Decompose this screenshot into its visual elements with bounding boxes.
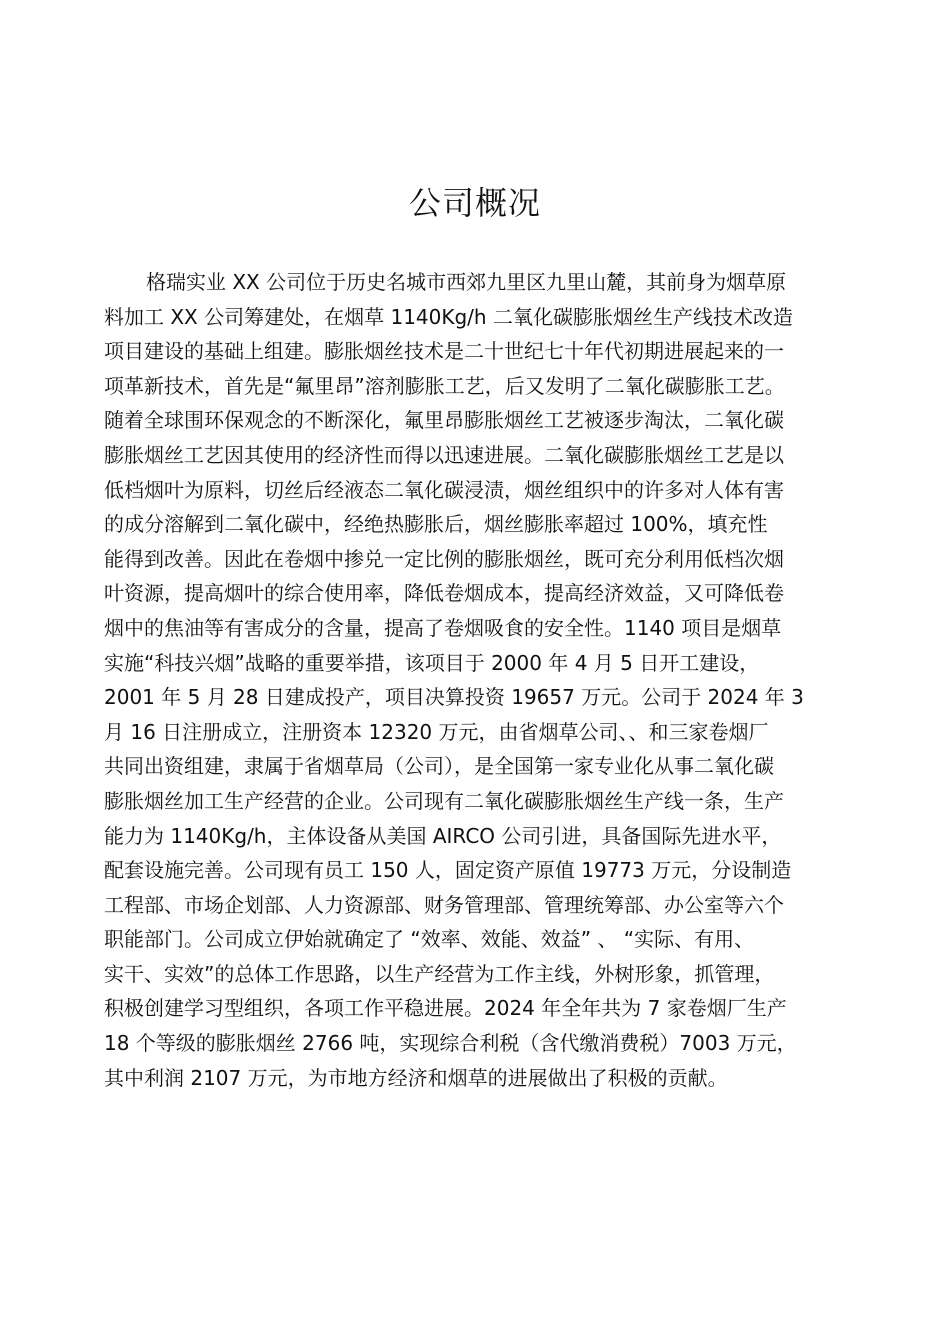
body-paragraph [104,265,864,1095]
page-title: 公司概况 [408,184,541,222]
paragraph-line: 项目建设的基础上组建。膨胀烟丝技术是二十世纪七十年代初期进展起来的一 [104,339,784,364]
paragraph-line: 其中利润 2107 万元，为市地方经济和烟草的进展做出了积极的贡献。 [104,1065,728,1090]
paragraph-line: 料加工 XX 公司筹建处，在烟草 1140Kg/h 二氧化碳膨胀烟丝生产线技术改造 [104,304,793,329]
paragraph-line: 膨胀烟丝加工生产经营的企业。公司现有二氧化碳膨胀烟丝生产线一条，生产 [104,788,784,813]
paragraph-line: 积极创建学习型组织，各项工作平稳进展。2024 年全年共为 7 家卷烟厂生产 [104,996,787,1021]
paragraph-line: 叶资源，提高烟叶的综合使用率，降低卷烟成本，提高经济效益，又可降低卷 [104,581,784,606]
paragraph-line: 配套设施完善。公司现有员工 150 人，固定资产原值 19773 万元，分设制造 [104,858,792,883]
paragraph-line: 实施“科技兴烟”战略的重要举措，该项目于 2000 年 4 月 5 日开工建设， [104,650,760,675]
paragraph-line: 随着全球围环保观念的不断深化，氟里昂膨胀烟丝工艺被逐步淘汰，二氧化碳 [104,408,784,433]
paragraph-line: 能力为 1140Kg/h，主体设备从美国 AIRCO 公司引进，具备国际先进水平， [104,823,782,848]
paragraph-line: 格瑞实业 XX 公司位于历史名城市西郊九里区九里山麓，其前身为烟草原 [146,270,787,294]
paragraph-line: 月 16 日注册成立，注册资本 12320 万元，由省烟草公司、、和三家卷烟厂 [104,719,769,744]
paragraph-line: 实干、实效”的总体工作思路，以生产经营为工作主线，外树形象，抓管理， [104,961,775,986]
paragraph-line: 烟中的焦油等有害成分的含量，提高了卷烟吸食的安全性。1140 项目是烟草 [104,615,782,640]
paragraph-line: 2001 年 5 月 28 日建成投产，项目决算投资 19657 万元。公司于 2024 年 3 [104,685,804,710]
paragraph-line: 共同出资组建，隶属于省烟草局（公司），是全国第一家专业化从事二氧化碳 [104,754,774,779]
paragraph-line: 项革新技术，首先是“氟里昂”溶剂膨胀工艺，后又发明了二氧化碳膨胀工艺。 [104,373,785,398]
paragraph-line: 工程部、市场企划部、人力资源部、财务管理部、管理统筹部、办公室等六个 [104,892,784,917]
paragraph-line: 能得到改善。因此在卷烟中掺兑一定比例的膨胀烟丝，既可充分利用低档次烟 [104,546,784,571]
paragraph-line: 18 个等级的膨胀烟丝 2766 吨，实现综合利税（含代缴消费税）7003 万元， [104,1031,797,1056]
paragraph-line: 膨胀烟丝工艺因其使用的经济性而得以迅速进展。二氧化碳膨胀烟丝工艺是以 [104,442,784,467]
paragraph-line: 低档烟叶为原料，切丝后经液态二氧化碳浸渍，烟丝组织中的许多对人体有害 [104,477,784,502]
paragraph-line: 职能部门。公司成立伊始就确定了 “效率、效能、效益” 、 “实际、有用、 [104,927,755,952]
paragraph-line: 的成分溶解到二氧化碳中，经绝热膨胀后，烟丝膨胀率超过 100%，填充性 [104,512,768,537]
